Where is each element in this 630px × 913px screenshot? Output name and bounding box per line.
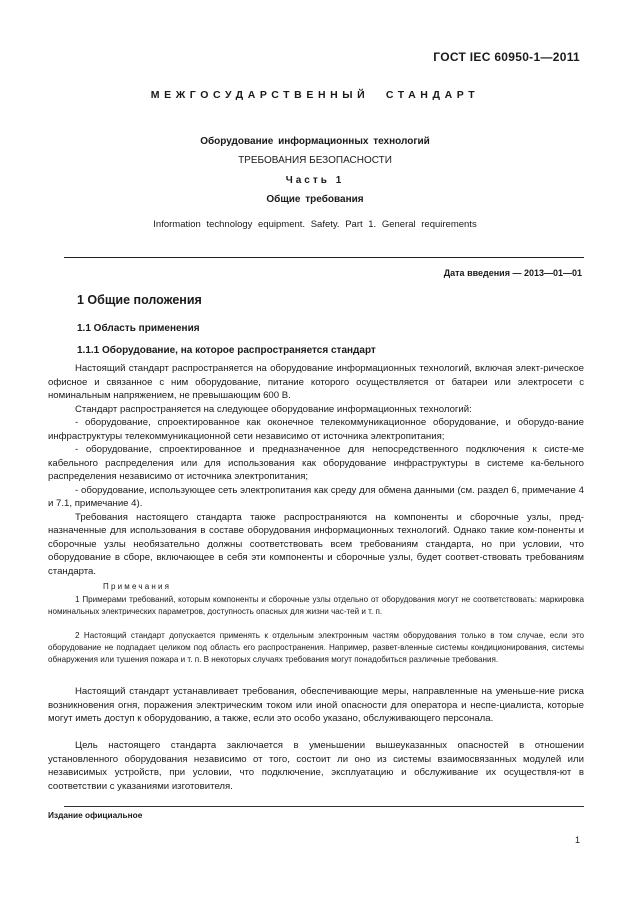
page-number: 1 bbox=[574, 835, 580, 845]
introduction-date: Дата введения — 2013—01—01 bbox=[443, 268, 582, 278]
note-item: 2 Настоящий стандарт допускается применять к отдельным электронным частям оборудования только в том случае, если это оборудование не подпадает целиком под область его распространения. Например, развет-вленные системы кондиционирования, системы обнаружения или тушения пожара и т. п. В некоторых случаях требования могут понадобиться различные требования. bbox=[48, 631, 584, 664]
paragraph: Стандарт распространяется на следующее оборудование информационных технологий: bbox=[75, 403, 472, 415]
english-title: Information technology equipment. Safety. Part 1. General requirements bbox=[153, 219, 477, 230]
title-line-4: Общие требования bbox=[266, 194, 364, 205]
paragraph: Настоящий стандарт устанавливает требования, обеспечивающие меры, направленные на уменьше-ние риска возникновения огня, поражения электрическим током или иной опасности для оператора и неспе-циалиста, которые могут иметь доступ к оборудованию, а также, если это особо указано, обслуживающего персонала. bbox=[48, 686, 584, 724]
paragraph: Требования настоящего стандарта также распространяются на компоненты и сборочные узлы, пред-назначенные для использования в составе оборудования информационных технологий. Однако такие ком-поненты и сборочные узлы необязательно должны соответствовать всем требованиям стандарта, но при условии, что оборудование в сборе, включающее в себя эти компоненты и сборочные узлы, будет соответ-ствовать требованиям стандарта. bbox=[48, 511, 584, 577]
title-line-1: Оборудование информационных технологий bbox=[200, 136, 430, 147]
paragraph: - оборудование, спроектированное и предназначенное для непосредственного подключения к систе-ме кабельного распределения или для использования как оборудование инфраструктуры в системе ка-бельного распределения независимо от источника электропитания; bbox=[48, 444, 584, 482]
paragraph: Цель настоящего стандарта заключается в уменьшении вышеуказанных опасностей в отношении установленного оборудования независимо от того, состоит ли оно из системы взаимосвязанных модулей или независимых устройств, при условии, что подключение, эксплуатацию и обслуживание их осуществля-ют в соответствии с указаниями изготовителя. bbox=[48, 740, 584, 792]
paragraph: - оборудование, использующее сеть электропитания как среду для обмена данными (см. раздел 6, примечание 4 и 7.1, примечание 4). bbox=[48, 484, 584, 509]
document-number: ГОСТ IEC 60950-1—2011 bbox=[433, 50, 580, 64]
subsection-heading: 1.1 Область применения bbox=[77, 323, 200, 334]
edition-label: Издание официальное bbox=[48, 810, 143, 820]
paragraph: Настоящий стандарт распространяется на оборудование информационных технологий, включая элект-рическое офисное и связанное с ним оборудование, питание которого осуществляется от батареи или электросети с номинальным напряжением, не превышающим 600 В. bbox=[48, 363, 584, 401]
footer-divider bbox=[64, 806, 584, 807]
paragraph: - оборудование, спроектированное как оконечное телекоммуникационное оборудование, и оборудо-вание инфраструктуры телекоммуникационной сети независимо от источника электропитания; bbox=[48, 417, 584, 442]
header-divider bbox=[64, 257, 584, 258]
clause-heading: 1.1.1 Оборудование, на которое распространяется стандарт bbox=[77, 345, 376, 356]
note-item: 1 Примерами требований, которым компоненты и сборочные узлы отдельно от оборудования могут не соответствовать: маркировка номинальных электрических параметров, доступность опасных для жизни час-тей и т. п. bbox=[48, 595, 584, 616]
standard-type-heading: МЕЖГОСУДАРСТВЕННЫЙ СТАНДАРТ bbox=[150, 89, 480, 101]
notes-label: Примечания bbox=[103, 582, 172, 591]
title-part: Часть 1 bbox=[285, 175, 345, 186]
section-heading: 1 Общие положения bbox=[77, 293, 202, 307]
title-line-2: ТРЕБОВАНИЯ БЕЗОПАСНОСТИ bbox=[238, 155, 392, 166]
